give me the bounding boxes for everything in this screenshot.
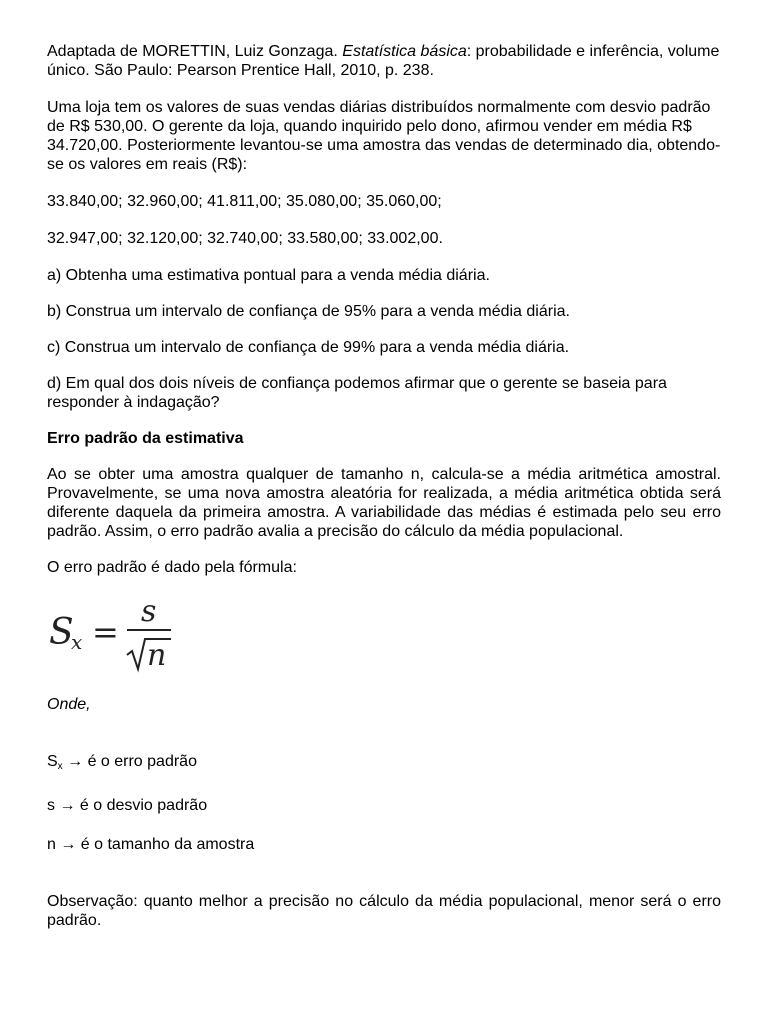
definition-subscript: x [57, 761, 63, 772]
formula-lhs: S [49, 612, 74, 653]
definition-text: → é o tamanho da amostra [55, 836, 255, 853]
section-heading: Erro padrão da estimativa [47, 430, 244, 447]
formula-lhs-subscript: x [71, 630, 83, 654]
definition-symbol: n [47, 836, 56, 853]
formula-intro: O erro padrão é dado pela fórmula: [47, 559, 297, 576]
formula-equals: = [92, 613, 119, 651]
question-c: c) Construa um intervalo de confiança de 99% para a venda média diária. [47, 339, 570, 356]
definition-standard-deviation [47, 796, 721, 815]
observation-note: Observação: quanto melhor a precisão no cálculo da média populacional, menor será o erro padrão. [47, 893, 721, 929]
definition-standard-error [47, 752, 721, 776]
onde-label: Onde, [47, 696, 91, 713]
document-page [47, 42, 721, 930]
definition-text: → é o desvio padrão [55, 797, 208, 814]
question-d: d) Em qual dos dois níveis de confiança podemos afirmar que o gerente se baseia para responder à indagação? [47, 375, 667, 411]
standard-error-formula [47, 593, 175, 673]
sample-values-line-1: 33.840,00; 32.960,00; 41.811,00; 35.080,00; 35.060,00; [47, 193, 442, 210]
definition-symbol: s [47, 797, 55, 814]
reference-prefix: Adaptada de MORETTIN, Luiz Gonzaga. [47, 43, 343, 60]
formula-denominator: n [147, 638, 167, 673]
reference-citation [47, 42, 721, 80]
reference-suffix: : probabilidade e inferência, volume único. São Paulo: Pearson Prentice Hall, 2010, p. 238. [47, 43, 720, 79]
definition-text: → é o erro padrão [62, 753, 197, 770]
reference-title: Estatística básica [342, 43, 467, 60]
definition-sample-size [47, 835, 721, 854]
question-b: b) Construa um intervalo de confiança de 95% para a venda média diária. [47, 303, 570, 320]
formula-numerator: s [141, 594, 157, 629]
problem-statement: Uma loja tem os valores de suas vendas diárias distribuídos normalmente com desvio padrão de R$ 530,00. O gerente da loja, quando inquirido pelo dono, afirmou vender em média R$ 34.720,00. Posteriormente levantou-se uma amostra das vendas de determinado dia, obtendo-se os valores em reais (R$): [47, 99, 721, 173]
sample-values-line-2: 32.947,00; 32.120,00; 32.740,00; 33.580,00; 33.002,00. [47, 230, 443, 247]
question-a: a) Obtenha uma estimativa pontual para a venda média diária. [47, 267, 490, 284]
section-paragraph: Ao se obter uma amostra qualquer de tamanho n, calcula-se a média aritmética amostral. Provavelmente, se uma nova amostra aleatória for realizada, a média aritmética obtida será diferente daquela da primeira amostra. A variabilidade das médias é estimada pelo seu erro padrão. Assim, o erro padrão avalia a precisão do cálculo da média populacional. [47, 466, 721, 540]
definition-symbol: S [47, 753, 58, 770]
